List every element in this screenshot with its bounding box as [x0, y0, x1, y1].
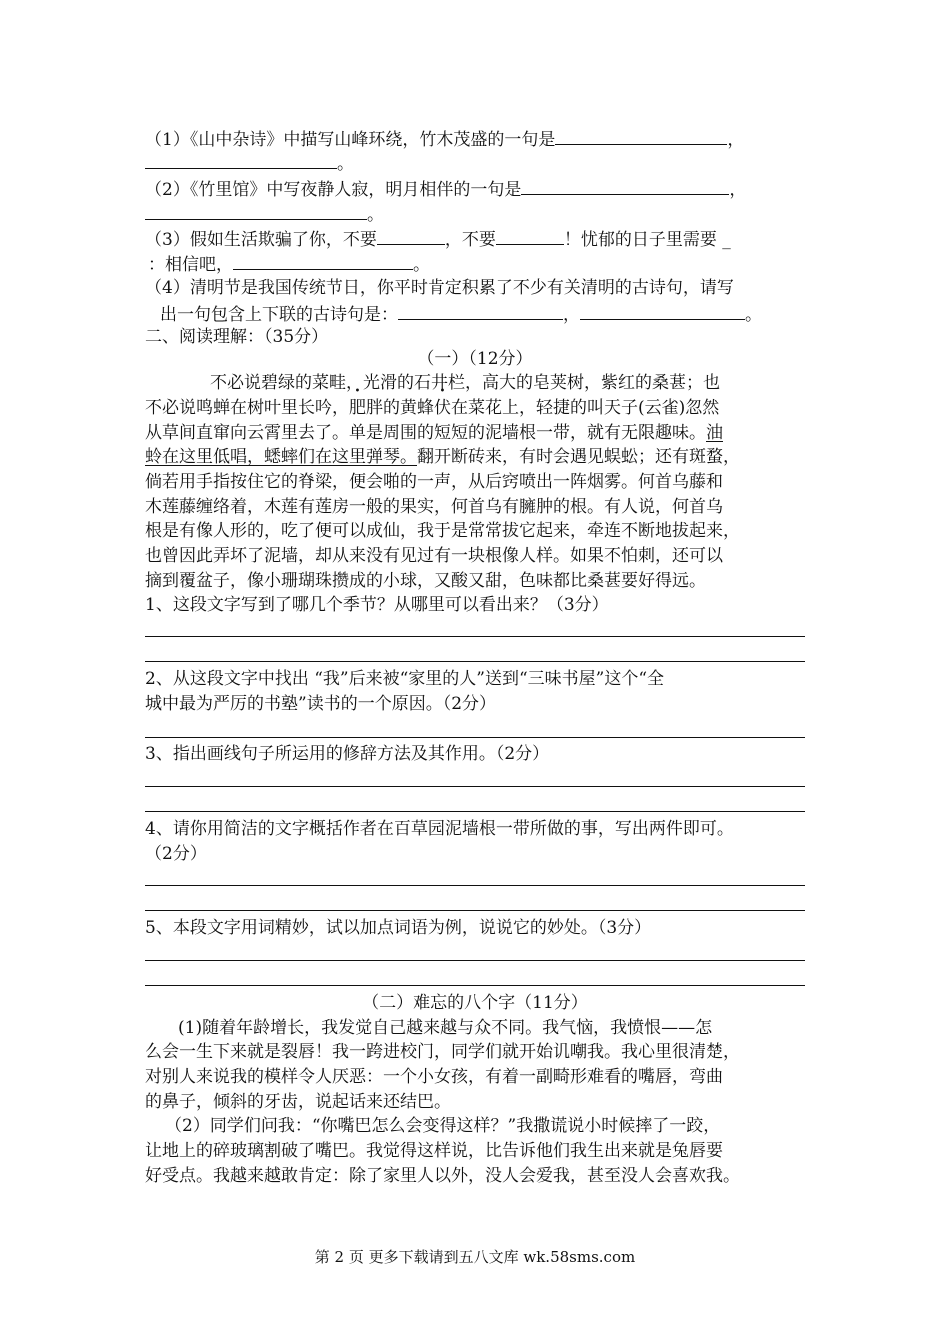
part2-title: （二）难忘的八个字（11分）	[362, 993, 588, 1013]
page-footer: 第 2 页 更多下载请到五八文库 wk.58sms.com	[314, 1248, 636, 1266]
passage-line: 根是有像人形的，吃了便可以成仙，我于是常常拔它起来，牵连不断地拔起来，	[145, 521, 740, 541]
fill-q2-line2: 。	[145, 202, 384, 226]
answer-line[interactable]	[145, 811, 805, 812]
answer-blank[interactable]	[145, 202, 367, 220]
answer-blank[interactable]	[377, 227, 445, 245]
question-2: 2、从这段文字中找出 “我”后来被“家里的人”送到“三味书屋”这个“全	[145, 669, 665, 689]
underlined-sentence: 蛉在这里低唱，蟋蟀们在这里弹琴。	[145, 447, 417, 467]
passage-line: 么会一生下来就是裂唇！我一跨进校门，同学们就开始讥嘲我。我心里很清楚，	[145, 1042, 740, 1062]
passage-line: 好受点。我越来越敢肯定：除了家里人以外，没人会爱我，甚至没人会喜欢我。	[145, 1166, 740, 1186]
answer-line[interactable]	[145, 885, 805, 886]
fill-q4: （4）清明节是我国传统节日，你平时肯定积累了不少有关清明的古诗句，请写	[145, 278, 734, 298]
passage-line: 摘到覆盆子，像小珊瑚珠攒成的小球，又酸又甜，色味都比桑葚要好得远。	[145, 571, 706, 591]
question-4-line2: （2分）	[145, 844, 207, 864]
passage-line: （2）同学们问我：“你嘴巴怎么会变得这样？”我撒谎说小时候摔了一跤，	[165, 1116, 721, 1136]
fill-q4-line2: 出一句包含上下联的古诗句是： ， 。	[160, 302, 762, 326]
question-1: 1、这段文字写到了哪几个季节？从哪里可以看出来？（3分）	[145, 595, 609, 615]
underlined-sentence: 油	[706, 423, 723, 443]
fill-q1-line2: 。	[145, 151, 354, 175]
answer-blank[interactable]	[496, 227, 564, 245]
passage-line: 让地上的碎玻璃割破了嘴巴。我觉得这样说，比告诉他们我生出来就是兔唇要	[145, 1141, 723, 1161]
answer-blank[interactable]	[521, 177, 729, 195]
answer-blank[interactable]	[398, 302, 563, 320]
answer-line[interactable]	[145, 661, 805, 662]
emphasis-word: 肥	[349, 398, 366, 418]
fill-q3-line2: ：相信吧， 。	[148, 252, 430, 276]
question-3: 3、指出画线句子所运用的修辞方法及其作用。（2分）	[145, 744, 550, 764]
question-5: 5、本段文字用词精妙，试以加点词语为例，说说它的妙处。（3分）	[145, 918, 652, 938]
passage-line: 也曾因此弄坏了泥墙，却从来没有见过有一块根像人样。如果不怕刺，还可以	[145, 546, 723, 566]
passage-line: 倘若用手指按住它的脊梁，便会啪的一声，从后窍喷出一阵烟雾。何首乌藤和	[145, 472, 723, 492]
answer-blank[interactable]	[145, 151, 337, 169]
fill-q3: （3）假如生活欺骗了你，不要 ，不要 ！忧郁的日子里需要 _	[145, 227, 731, 251]
emphasis-word: 伏	[434, 398, 451, 418]
passage-line: 对别人来说我的模样令人厌恶：一个小女孩，有着一副畸形难看的嘴唇，弯曲	[145, 1067, 723, 1087]
answer-blank[interactable]	[555, 127, 727, 145]
answer-line[interactable]	[145, 910, 805, 911]
question-2-line2: 城中最为严厉的书塾”读书的一个原因。（2分）	[145, 694, 497, 714]
answer-blank[interactable]	[580, 302, 745, 320]
passage-line: 不必说碧绿的菜畦，光滑的石井栏，高大的皂荚树，紫红的桑葚；也	[210, 373, 720, 393]
passage-line: 的鼻子，倾斜的牙齿，说起话来还结巴。	[145, 1092, 451, 1112]
answer-line[interactable]	[145, 985, 805, 986]
question-4: 4、请你用简洁的文字概括作者在百草园泥墙根一带所做的事，写出两件即可。	[145, 819, 734, 839]
answer-blank[interactable]	[233, 252, 413, 270]
answer-line[interactable]	[145, 960, 805, 961]
fill-q2: （2）《竹里馆》中写夜静人寂，明月相伴的一句是 ，	[145, 177, 746, 201]
passage-line: 不必说鸣蝉在树叶里长吟，肥胖的黄蜂伏在菜花上，轻捷的叫天子(云雀)忽然	[145, 398, 720, 418]
answer-line[interactable]	[145, 737, 805, 738]
answer-line[interactable]	[145, 786, 805, 787]
answer-line[interactable]	[145, 636, 805, 637]
passage-line: (1)随着年龄增长，我发觉自己越来越与众不同。我气恼，我愤恨——怎	[178, 1018, 713, 1038]
passage-line: 木莲藤缠络着，木莲有莲房一般的果实，何首乌有臃肿的根。有人说，何首乌	[145, 497, 723, 517]
part1-title: （一）（12分）	[417, 349, 533, 369]
passage-line: 蛉在这里低唱，蟋蟀们在这里弹琴。翻开断砖来，有时会遇见蜈蚣；还有斑蝥，	[145, 447, 740, 467]
section-heading: 二、阅读理解：（35分）	[145, 327, 329, 347]
fill-q1: （1）《山中杂诗》中描写山峰环绕，竹木茂盛的一句是 ，	[145, 127, 744, 151]
passage-line: 从草间直窜向云霄里去了。单是周围的短短的泥墙根一带，就有无限趣味。油	[145, 423, 723, 443]
